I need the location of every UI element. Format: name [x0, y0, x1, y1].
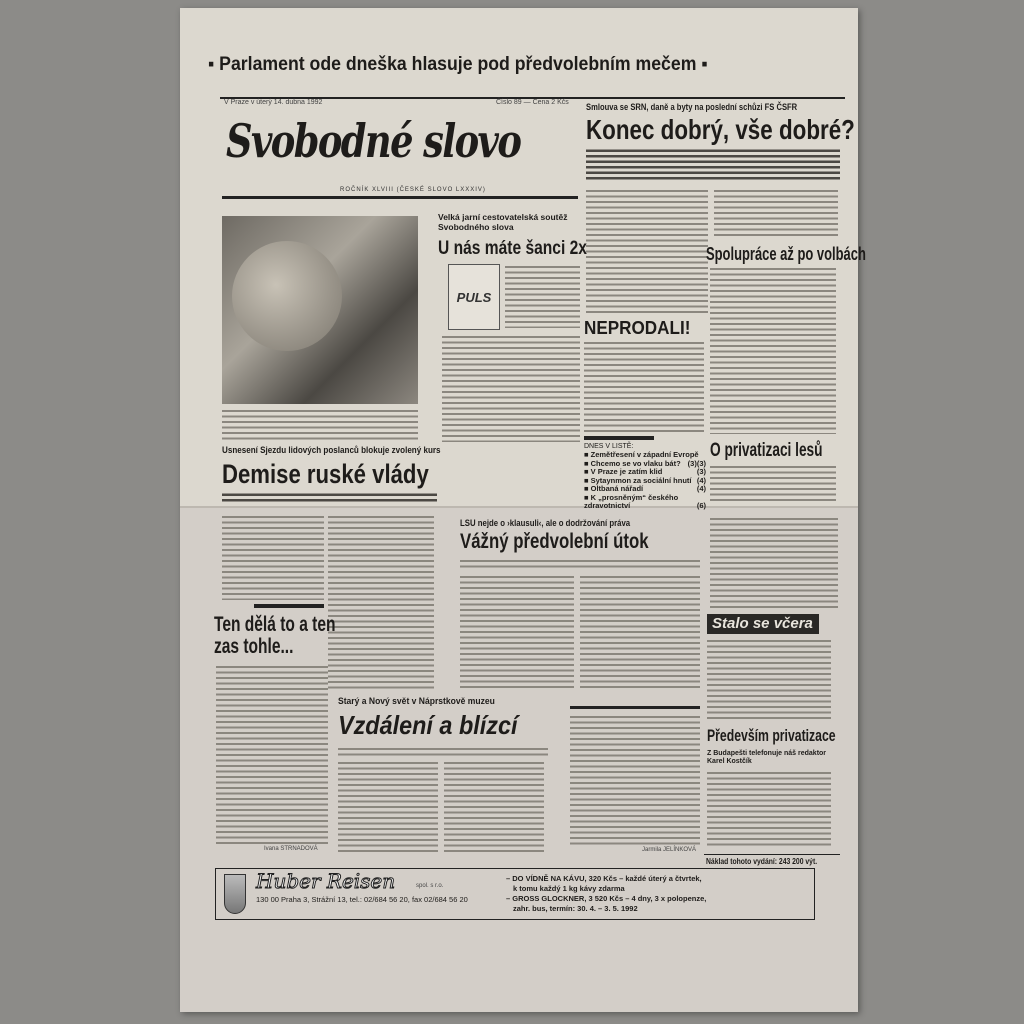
ad-address: 130 00 Praha 3, Strážní 13, tel.: 02/684 56 20, fax 02/684 56 20	[256, 895, 468, 904]
list-item[interactable]: ■ K „prosněným“ českého zdravotnictví (6)	[584, 492, 706, 510]
newspaper-page	[180, 8, 866, 1012]
naprstek-headline: Vzdálení a blízcí	[338, 710, 518, 740]
naprstek-kicker: Starý a Nový svět v Náprstkově muzeu	[338, 696, 495, 707]
contest-kicker: Velká jarní cestovatelská soutěž Svobodného slova	[438, 212, 568, 232]
ad-offers: – DO VÍDNĚ NA KÁVU, 320 Kčs – každé úterý a čtvrtek, k tomu každý 1 kg kávy zdarma – GROSS GLOCKNER, 3 520 Kčs – 4 dny, 3 x polopenze, zahr. bus, termín: 30. 4. – 3. 5. 1992	[506, 874, 707, 913]
globe-image	[232, 241, 342, 351]
list-item[interactable]: ■ V Praze je zatím klid (3)	[584, 467, 706, 476]
russia-kicker: Usnesení Sjezdu lidových poslanců blokuje zvolený kurs	[222, 445, 441, 456]
lsu-kicker: LSU nejde o ›klausuli‹, ale o dodržování práva	[460, 518, 631, 529]
puls-logo: PULS	[448, 264, 500, 330]
contest-headline: U nás máte šanci 2x	[438, 238, 587, 259]
privatizace-sub: Z Budapešti telefonuje náš redaktor Karel Kostčík	[707, 750, 827, 765]
russia-headline: Demise ruské vlády	[222, 459, 429, 489]
huber-reisen-ad[interactable]	[215, 868, 815, 920]
print-run: Náklad tohoto vydání: 243 200 výt.	[706, 857, 818, 866]
globe-photo	[222, 216, 418, 404]
list-item[interactable]: ■ Chcemo se vo vlaku bát? (3)	[584, 458, 697, 468]
dateline: V Praze v úterý 14. dubna 1992	[224, 99, 323, 106]
masthead-logo: Svobodné slovo	[226, 114, 521, 168]
ad-brand-suffix: spol. s r.o.	[416, 883, 444, 889]
spoluprace-headline: Spolupráce až po volbách	[706, 244, 866, 264]
neprodali-headline: NEPRODALI!	[584, 318, 691, 338]
volume-line: ROČNÍK XLVIII (ČESKÉ SLOVO LXXXIV)	[340, 187, 486, 193]
list-item[interactable]: ■ Sytaynmon za sociální hnutí (4)	[584, 475, 706, 485]
banner-headline: ▪ Parlament ode dneška hlasuje pod předvolebním mečem ▪	[208, 54, 708, 75]
lesy-headline: O privatizaci lesů	[710, 440, 823, 461]
naprstek-author: Jarmila JELÍNKOVÁ	[642, 847, 697, 853]
issue-price: Číslo 89 — Cena 2 Kčs	[496, 99, 569, 106]
ten-headline: Ten dělá to a ten zas tohle...	[214, 613, 336, 658]
lsu-headline: Vážný předvolební útok	[460, 530, 649, 553]
list-item[interactable]: ■ Oltbaná nářadí (4)	[584, 484, 706, 493]
list-item[interactable]: ■ Zemětřesení v západní Evropě (3)	[584, 450, 706, 468]
contents-list	[584, 451, 706, 511]
ten-author: Ivana STRNADOVÁ	[264, 846, 318, 852]
stalo-heading: Stalo se včera	[707, 614, 819, 634]
dnes-title: DNES V LISTĚ:	[584, 443, 634, 450]
crest-icon	[224, 874, 246, 914]
lead-kicker: Smlouva se SRN, daně a byty na poslední schůzi FS ČSFR	[586, 102, 798, 113]
lead-headline: Konec dobrý, vše dobré?	[586, 114, 855, 145]
privatizace-headline: Především privatizace	[707, 726, 836, 745]
ad-brand: Huber Reisen	[256, 869, 396, 893]
